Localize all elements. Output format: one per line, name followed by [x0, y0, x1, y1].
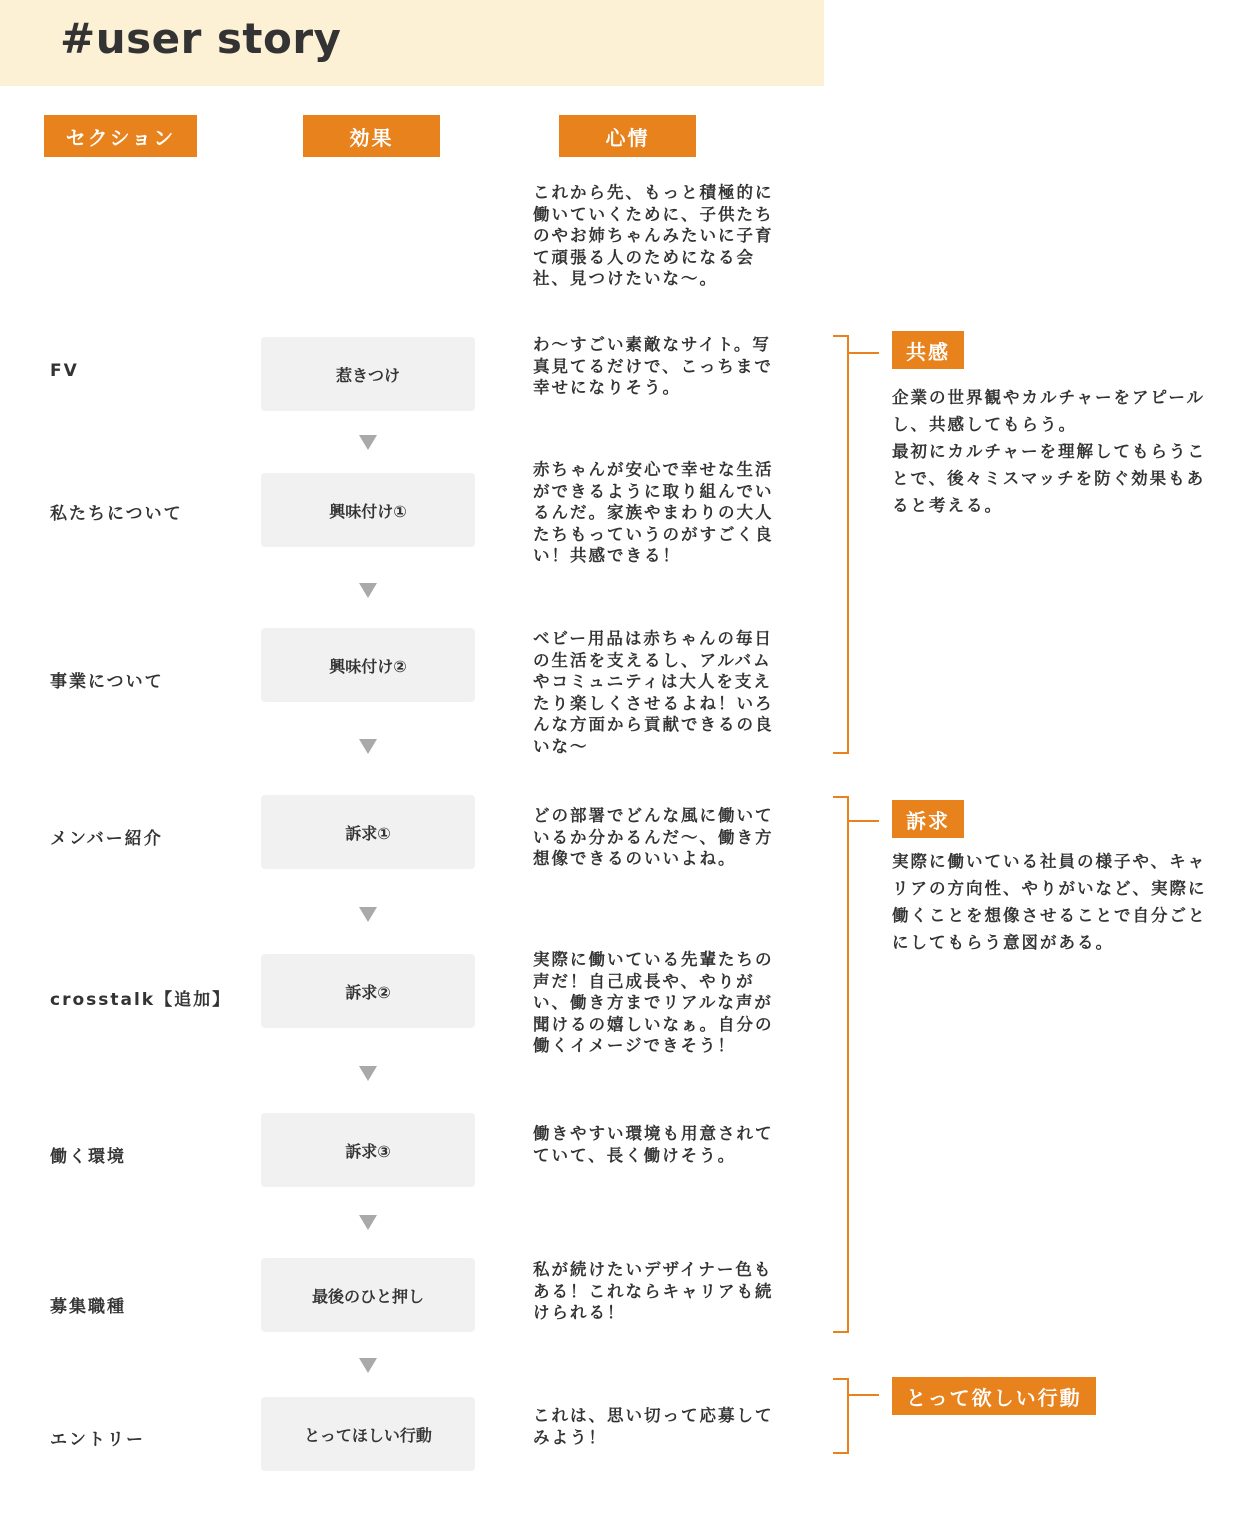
effect-label: 訴求③ [345, 1141, 391, 1161]
page-title: #user story [60, 14, 342, 63]
feeling-text-members: どの部署でどんな風に働いているか分かるんだ〜、働き方想像できるのいいよね。 [533, 806, 774, 868]
section-label-crosstalk: crosstalk【追加】 [50, 990, 232, 1010]
effect-box-appeal-3 [261, 1113, 475, 1187]
flow-arrow-down-icon [359, 1066, 377, 1081]
column-header-effect: 効果 [303, 115, 440, 157]
feeling-text-recruitment: 私が続けたいデザイナー色もある！これならキャリアも続けられる！ [533, 1260, 774, 1322]
group-description-empathy: 企業の世界観やカルチャーをアピールし、共感してもらう。 最初にカルチャーを理解してもらうことで、後々ミスマッチを防ぐ効果もあると考える。 [892, 388, 1207, 515]
flow-arrow-down-icon [359, 1215, 377, 1230]
section-label-environment: 働く環境 [50, 1147, 126, 1167]
group-label-empathy: 共感 [892, 331, 964, 369]
flow-arrow-down-icon [359, 907, 377, 922]
section-label-recruitment: 募集職種 [50, 1297, 126, 1317]
group-bracket-desired-action [833, 1378, 849, 1454]
effect-label: 訴求① [345, 823, 391, 843]
effect-box-desired-action [261, 1397, 475, 1471]
section-label-about-us: 私たちについて [50, 504, 183, 524]
effect-box-appeal-1 [261, 795, 475, 869]
effect-box-appeal-2 [261, 954, 475, 1028]
effect-label: 興味付け② [329, 656, 407, 676]
effect-label: 最後のひと押し [311, 1286, 424, 1306]
section-label-members: メンバー紹介 [50, 829, 163, 849]
intro-feeling-text: これから先、もっと積極的に働いていくために、子供たちのやお姉ちゃんみたいに子育て頑張る人のためになる会社、見つけたいな〜。 [533, 183, 774, 288]
effect-label: 惹きつけ [335, 365, 400, 385]
section-label-fv: FV [50, 361, 79, 381]
effect-label: とってほしい行動 [304, 1425, 432, 1445]
feeling-text-fv: わ〜すごい素敵なサイト。写真見てるだけで、こっちまで幸せになりそう。 [533, 335, 773, 397]
column-header-section: セクション [44, 115, 197, 157]
flow-arrow-down-icon [359, 583, 377, 598]
feeling-text-entry: これは、思い切って応募してみよう！ [533, 1406, 774, 1447]
group-bracket-tick [849, 1394, 879, 1396]
effect-box-attract [261, 337, 475, 411]
feeling-text-business: ベビー用品は赤ちゃんの毎日の生活を支えるし、アルバムやコミュニティは大人を支えたり楽しくさせるよね！いろんな方面から貢献できるの良いな〜 [533, 629, 774, 756]
effect-box-final-push [261, 1258, 475, 1332]
group-label-appeal: 訴求 [892, 800, 964, 838]
effect-box-interest-1 [261, 473, 475, 547]
feeling-text-environment: 働きやすい環境も用意されてていて、長く働けそう。 [533, 1124, 774, 1165]
feeling-text-about-us: 赤ちゃんが安心で幸せな生活ができるように取り組んでいるんだ。家族やまわりの大人たちもっていうのがすごく良い！共感できる！ [533, 460, 774, 565]
group-bracket-tick [849, 820, 879, 822]
effect-label: 興味付け① [329, 501, 407, 521]
group-bracket-appeal [833, 796, 849, 1333]
flow-arrow-down-icon [359, 739, 377, 754]
group-label-desired-action: とって欲しい行動 [892, 1377, 1096, 1415]
flow-arrow-down-icon [359, 1358, 377, 1373]
section-label-business: 事業について [50, 672, 164, 692]
effect-label: 訴求② [345, 982, 391, 1002]
group-bracket-tick [849, 352, 879, 354]
flow-arrow-down-icon [359, 435, 377, 450]
section-label-entry: エントリー [50, 1430, 145, 1450]
column-header-feeling: 心情 [559, 115, 696, 157]
group-description-appeal: 実際に働いている社員の様子や、キャリアの方向性、やりがいなど、実際に働くことを想像させることで自分ごとにしてもらう意図がある。 [892, 852, 1207, 952]
effect-box-interest-2 [261, 628, 475, 702]
group-bracket-empathy [833, 335, 849, 754]
feeling-text-crosstalk: 実際に働いている先輩たちの声だ！自己成長や、やりがい、働き方までリアルな声が聞けるの嬉しいなぁ。自分の働くイメージできそう！ [533, 950, 774, 1055]
